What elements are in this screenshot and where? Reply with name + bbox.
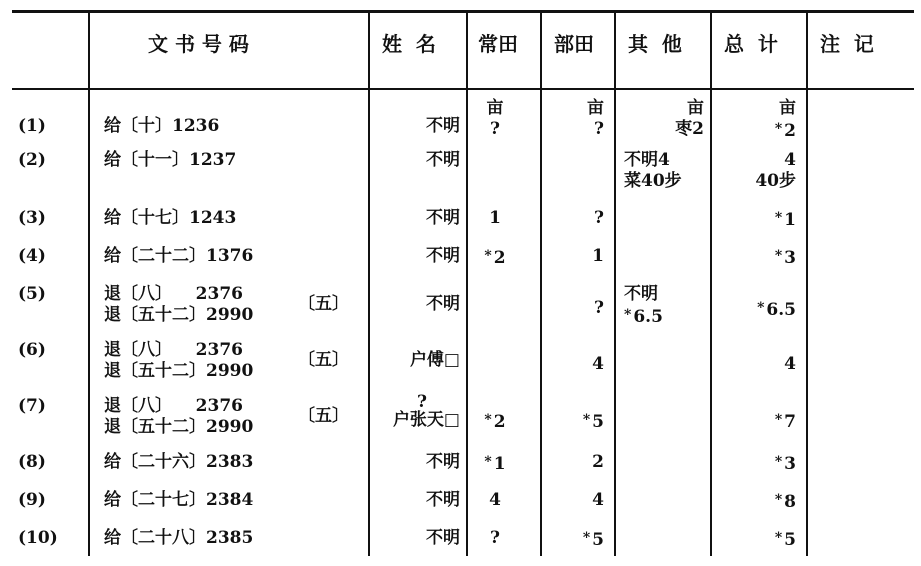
doc-number: 退〔八〕 2376 — [104, 284, 243, 304]
row-index: (6) — [18, 340, 46, 360]
owner-name: 不明 — [426, 528, 460, 548]
row-index: (1) — [18, 116, 46, 136]
doc-number: 退〔五十二〕2990 — [104, 305, 254, 325]
other-value: 亩 — [687, 98, 704, 118]
total-value: * 7 — [774, 412, 796, 432]
owner-name: 不明 — [426, 452, 460, 472]
other-value: 不明 — [624, 284, 658, 304]
doc-bracket: 〔五〕 — [298, 406, 349, 426]
doc-number: 给〔二十二〕1376 — [104, 246, 254, 266]
butian-value: 亩 — [587, 98, 604, 118]
column-divider — [540, 12, 542, 556]
total-value: 40步 — [755, 171, 796, 191]
total-value: 4 — [784, 354, 796, 374]
owner-name: 不明 — [426, 208, 460, 228]
row-index: (8) — [18, 452, 46, 472]
column-divider — [806, 12, 808, 556]
row-index: (5) — [18, 284, 46, 304]
total-value: 4 — [784, 150, 796, 170]
header-other: 其 他 — [628, 32, 682, 56]
doc-number: 给〔十〕1236 — [104, 116, 220, 136]
doc-number: 给〔二十六〕2383 — [104, 452, 254, 472]
butian-value: * 5 — [582, 530, 604, 550]
owner-name: 户傅□ — [409, 350, 460, 370]
doc-number: 退〔五十二〕2990 — [104, 361, 254, 381]
butian-value: 2 — [592, 452, 604, 472]
butian-value: ? — [594, 298, 604, 318]
column-divider — [368, 12, 370, 556]
header-note: 注 记 — [820, 32, 874, 56]
butian-value: 4 — [592, 490, 604, 510]
changtian-value: 亩 — [486, 98, 504, 118]
doc-number: 给〔二十七〕2384 — [104, 490, 254, 510]
doc-number: 退〔五十二〕2990 — [104, 417, 254, 437]
total-value: * 8 — [774, 492, 796, 512]
doc-number: 给〔十一〕1237 — [104, 150, 237, 170]
changtian-value: * 2 — [484, 412, 506, 432]
other-value: 菜40步 — [624, 171, 682, 191]
row-index: (3) — [18, 208, 46, 228]
owner-name: 不明 — [426, 490, 460, 510]
header-name: 姓 名 — [382, 32, 436, 56]
header-butian: 部田 — [554, 32, 594, 56]
total-value: * 5 — [774, 530, 796, 550]
changtian-value: 1 — [489, 208, 501, 228]
total-value: * 2 — [774, 121, 796, 141]
total-value: * 3 — [774, 248, 796, 268]
header-changtian: 常田 — [478, 32, 518, 56]
header-doc-number: 文 书 号 码 — [148, 32, 249, 56]
header-rule — [12, 88, 914, 90]
owner-name: 不明 — [426, 246, 460, 266]
name-uncertain-mark: ? — [417, 392, 427, 412]
butian-value: ? — [594, 119, 604, 139]
changtian-value: ? — [490, 528, 500, 548]
butian-value: 4 — [592, 354, 604, 374]
other-value: 枣2 — [675, 119, 704, 139]
column-divider — [88, 12, 90, 556]
column-divider — [710, 12, 712, 556]
doc-bracket: 〔五〕 — [298, 294, 349, 314]
changtian-value: * 1 — [484, 454, 506, 474]
owner-name: 不明 — [426, 294, 460, 314]
butian-value: ? — [594, 208, 604, 228]
doc-number: 给〔十七〕1243 — [104, 208, 237, 228]
top-rule — [12, 10, 914, 13]
doc-number: 退〔八〕 2376 — [104, 340, 243, 360]
total-value: 亩 — [779, 98, 796, 118]
changtian-value: 4 — [489, 490, 501, 510]
changtian-value: * 2 — [484, 248, 506, 268]
row-index: (10) — [18, 528, 58, 548]
butian-value: 1 — [592, 246, 604, 266]
changtian-value: ? — [490, 119, 500, 139]
row-index: (4) — [18, 246, 46, 266]
column-divider — [614, 12, 616, 556]
total-value: * 6.5 — [757, 300, 796, 320]
doc-bracket: 〔五〕 — [298, 350, 349, 370]
owner-name: 不明 — [426, 150, 460, 170]
header-total: 总 计 — [724, 32, 778, 56]
doc-number: 退〔八〕 2376 — [104, 396, 243, 416]
doc-number: 给〔二十八〕2385 — [104, 528, 254, 548]
other-value: * 6.5 — [624, 307, 663, 327]
owner-name: 户张天□ — [392, 410, 460, 430]
column-divider — [466, 12, 468, 556]
owner-name: 不明 — [426, 116, 460, 136]
row-index: (9) — [18, 490, 46, 510]
butian-value: * 5 — [582, 412, 604, 432]
row-index: (7) — [18, 396, 46, 416]
other-value: 不明4 — [624, 150, 670, 170]
row-index: (2) — [18, 150, 46, 170]
total-value: * 1 — [774, 210, 796, 230]
total-value: * 3 — [774, 454, 796, 474]
